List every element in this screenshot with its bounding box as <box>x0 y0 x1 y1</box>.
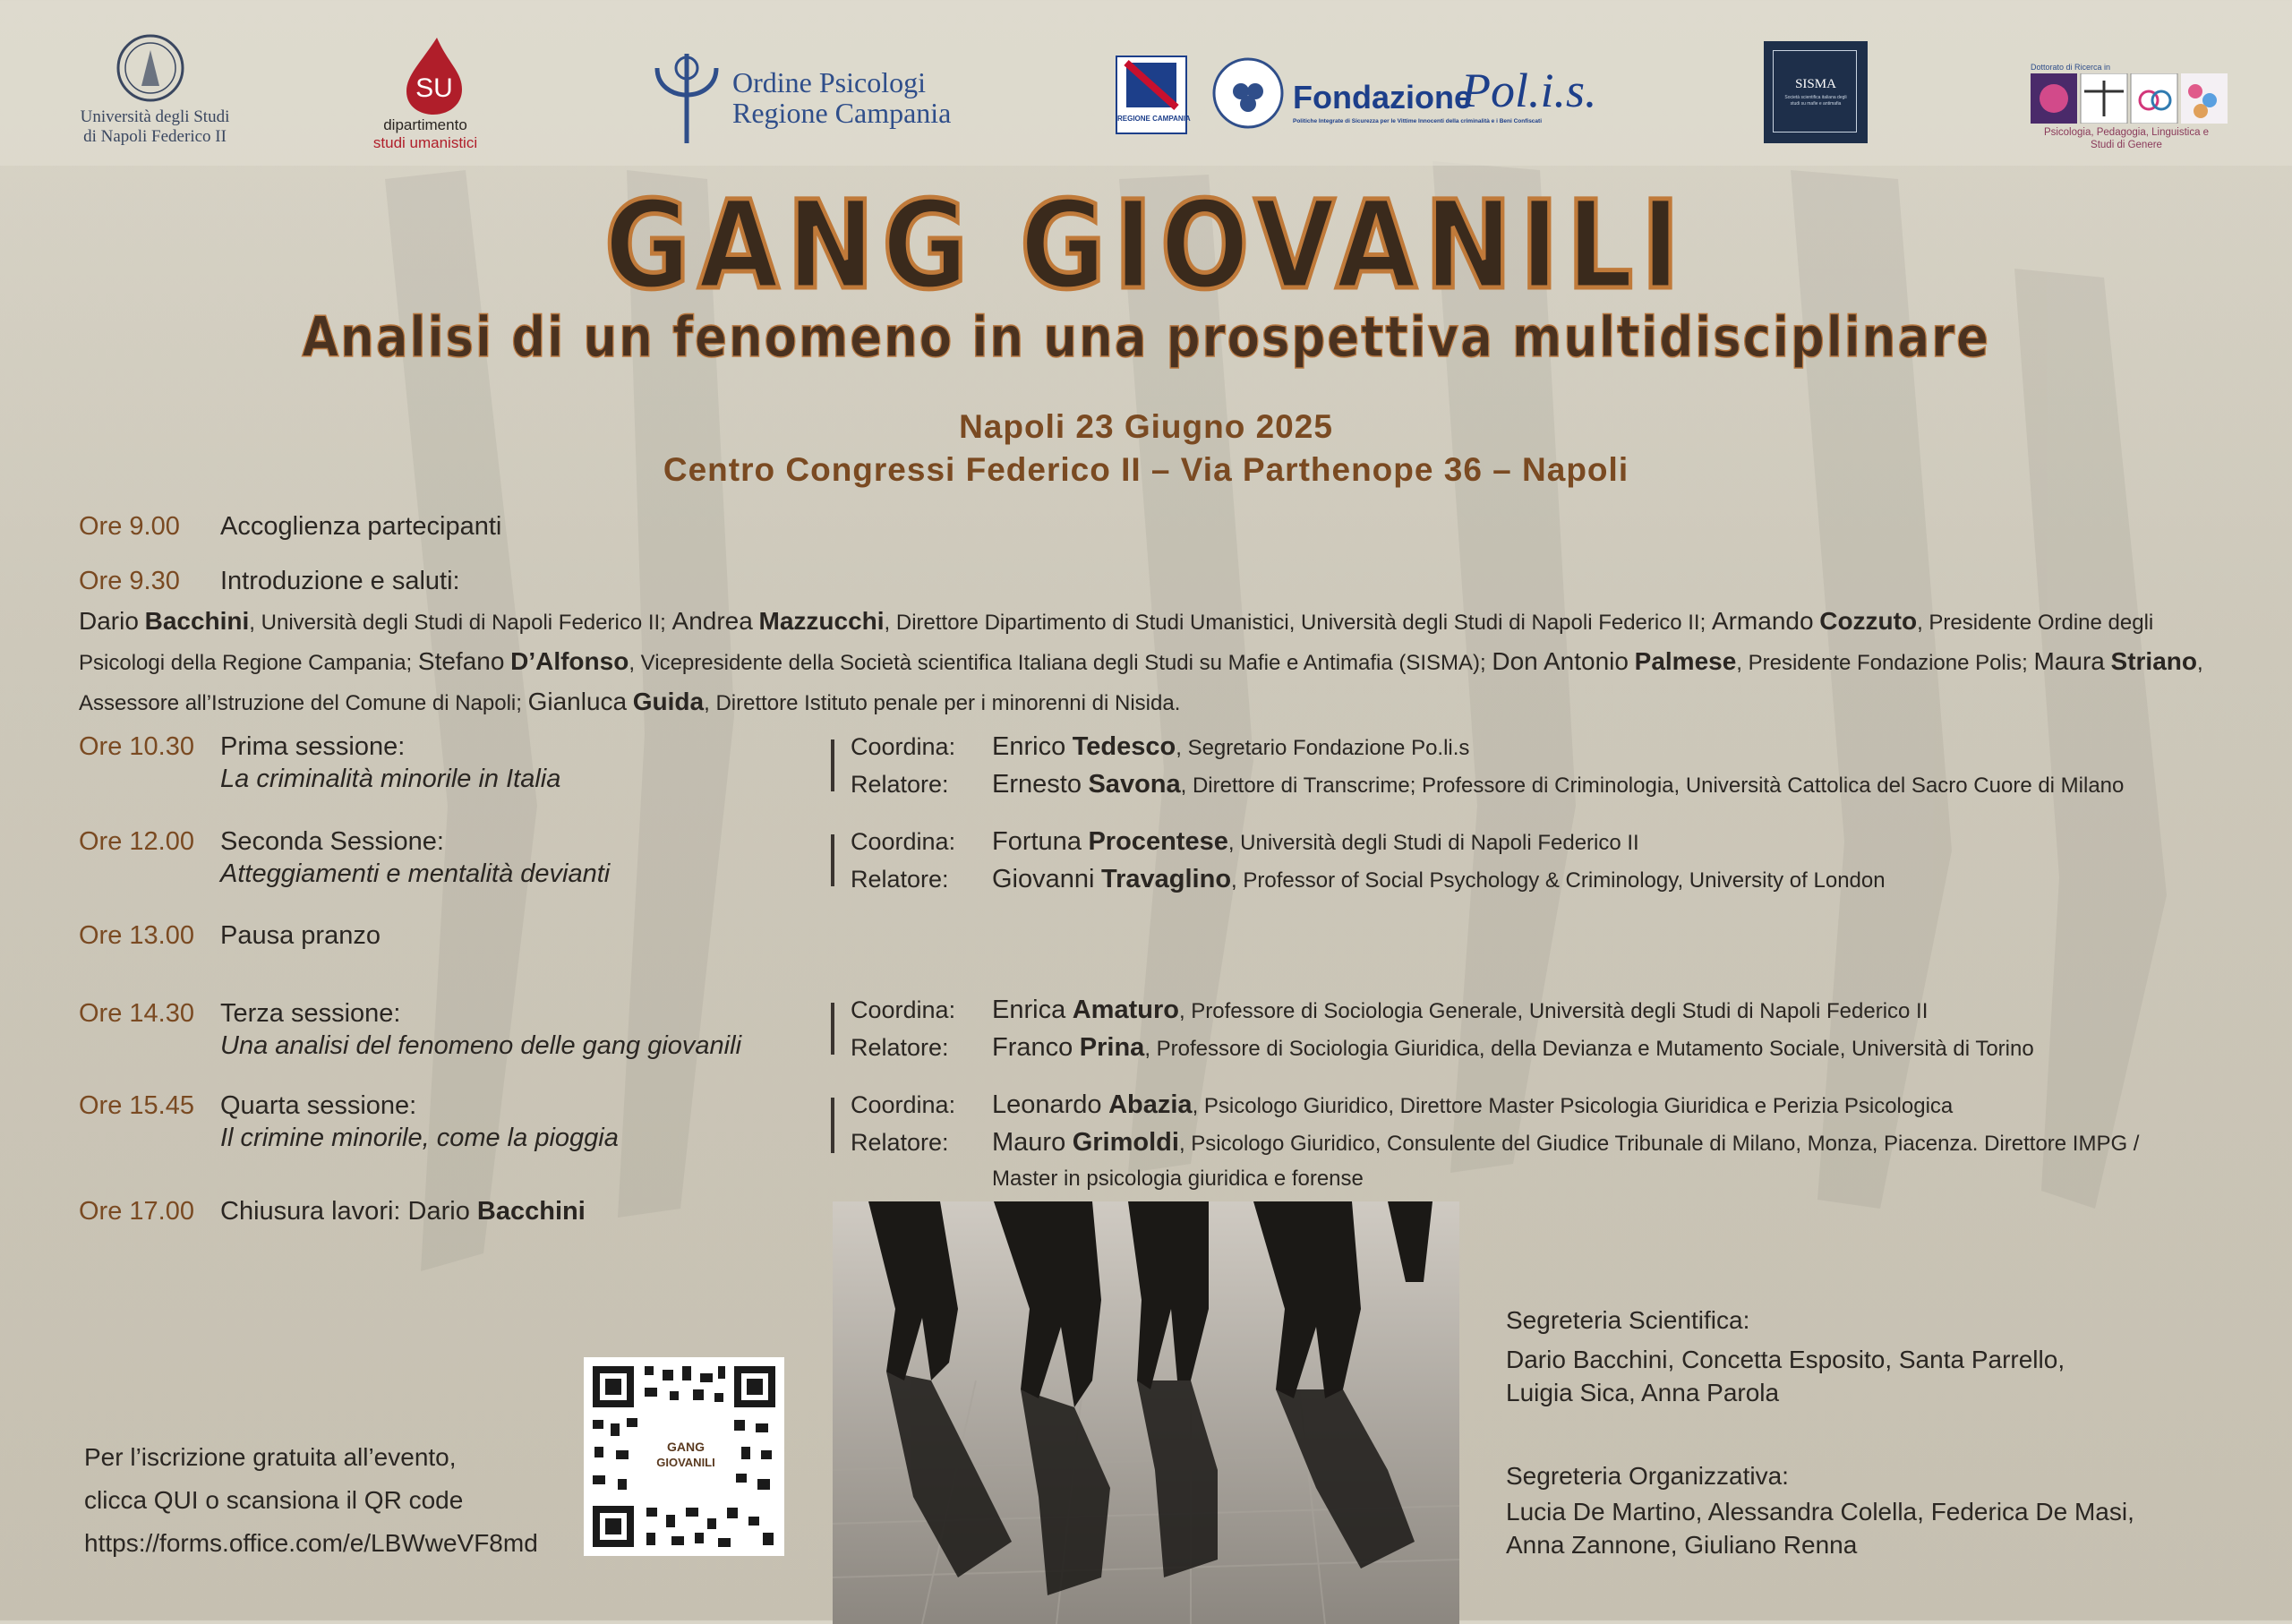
polis-emblem-icon <box>1210 56 1286 131</box>
session-1-name: Prima sessione: <box>220 732 406 761</box>
time-9-00: Ore 9.00 <box>79 512 180 541</box>
intro-speaker: Andrea Mazzucchi, Direttore Dipartimento di Studi Umanistici, Università degli Studi di Napoli Federico II; <box>671 607 1706 635</box>
event-subtitle: Analisi di un fenomeno in una prospettiva multidisciplinare <box>302 304 1990 370</box>
event-date: Napoli 23 Giugno 2025 <box>959 408 1333 445</box>
unina-logo <box>79 34 231 150</box>
event-venue: Centro Congressi Federico II – Via Parthenope 36 – Napoli <box>663 451 1629 488</box>
dsu-abbr: SU <box>415 73 453 103</box>
intro-speaker: Armando Cozzuto, Presidente Ordine degli Psicologi della Regione Campania; <box>79 607 2154 675</box>
intro-speaker: Dario Bacchini, Università degli Studi di Napoli Federico II; <box>79 607 666 635</box>
session-1-divider <box>831 739 834 791</box>
session-4-speaker-cont: Master in psicologia giuridica e forense <box>992 1167 1364 1191</box>
silhouettes-photo <box>833 1201 1459 1624</box>
unina-line2: di Napoli Federico II <box>83 127 227 146</box>
dsu-line1: dipartimento <box>383 116 467 133</box>
session-3-coordinator: Coordina: Enrica Amaturo, Professore di Sociologia Generale, Università degli Studi di Napoli Federico II <box>851 996 1929 1024</box>
event-title: GANG GIOVANILI <box>604 175 1688 317</box>
time-12-00: Ore 12.00 <box>79 827 194 856</box>
fondazione-polis-logo <box>1210 54 1613 134</box>
lunch-label: Pausa pranzo <box>220 921 381 950</box>
dsu-line2: studi umanistici <box>372 134 478 151</box>
ordine-line2: Regione Campania <box>732 97 952 129</box>
regione-campania-logo <box>1116 56 1191 134</box>
sci-secretariat-line1: Dario Bacchini, Concetta Esposito, Santa Parrello, <box>1506 1346 2065 1373</box>
polis-tagline: Politiche Integrate di Sicurezza per le Vittime Innocenti della criminalità e i Beni Confiscati <box>1293 118 1543 124</box>
regione-label: REGIONE CAMPANIA <box>1117 115 1191 123</box>
intro-label: Introduzione e saluti: <box>220 567 460 595</box>
time-14-30: Ore 14.30 <box>79 999 194 1028</box>
regione-shield-icon <box>1117 59 1185 113</box>
org-secretariat-title: Segreteria Organizzativa: <box>1506 1462 1789 1490</box>
session-2-name: Seconda Sessione: <box>220 827 444 856</box>
session-3-speaker: Relatore: Franco Prina, Professore di Sociologia Giuridica, della Devianza e Mutamento Sociale, Università di Torino <box>851 1033 2034 1062</box>
ordine-line1: Ordine Psicologi <box>732 66 926 98</box>
psi-icon <box>646 50 727 145</box>
dottorato-top: Dottorato di Ricerca in <box>2031 63 2111 72</box>
sisma-desc: Società scientifica italiana degli studi su mafie e antimafia <box>1784 95 1847 107</box>
time-9-30: Ore 9.30 <box>79 567 180 595</box>
intro-speaker: Don Antonio Palmese, Presidente Fondazione Polis; <box>1492 647 2028 675</box>
session-2-divider <box>831 834 834 886</box>
registration-link-text[interactable]: clicca QUI o scansiona il QR code <box>84 1486 464 1514</box>
session-4-divider <box>831 1098 834 1153</box>
time-17-00: Ore 17.00 <box>79 1197 194 1226</box>
qr-center-line2: GIOVANILI <box>656 1456 715 1469</box>
dottorato-line2: Studi di Genere <box>2091 140 2162 150</box>
sisma-name: SISMA <box>1795 77 1836 91</box>
session-2-topic: Atteggiamenti e mentalità devianti <box>220 859 611 888</box>
registration-line-1: Per l’iscrizione gratuita all’evento, <box>84 1443 457 1471</box>
session-4-speaker: Relatore: Mauro Grimoldi, Psicologo Giuridico, Consulente del Giudice Tribunale di Milano, Monza, Piacenza. Direttore IMPG / <box>851 1128 2140 1157</box>
sci-secretariat-title: Segreteria Scientifica: <box>1506 1306 1750 1334</box>
session-1-coordinator: Coordina: Enrico Tedesco, Segretario Fondazione Po.li.s <box>851 732 1470 761</box>
intro-speaker: Stefano D’Alfonso, Vicepresidente della Società scientifica Italiana degli Studi su Mafie e Antimafia (SISMA); <box>417 647 1486 675</box>
session-4-name: Quarta sessione: <box>220 1091 417 1120</box>
time-15-45: Ore 15.45 <box>79 1091 194 1120</box>
polis-name: Pol.i.s. <box>1461 64 1597 117</box>
session-2-coordinator: Coordina: Fortuna Procentese, Università degli Studi di Napoli Federico II <box>851 827 1639 856</box>
welcome-label: Accoglienza partecipanti <box>220 512 502 541</box>
session-3-name: Terza sessione: <box>220 999 401 1028</box>
intro-speaker: Maura Striano, Assessore all’Istruzione del Comune di Napoli; <box>79 647 2203 715</box>
intro-speaker: Gianluca Guida, Direttore Istituto penale per i minorenni di Nisida. <box>527 688 1181 715</box>
unina-seal-icon <box>79 34 231 106</box>
dsu-logo <box>367 36 483 152</box>
sci-secretariat-line2: Luigia Sica, Anna Parola <box>1506 1379 1780 1406</box>
unina-line1: Università degli Studi <box>80 107 230 126</box>
time-13-00: Ore 13.00 <box>79 921 194 950</box>
dottorato-logo <box>2027 36 2226 154</box>
session-4-topic: Il crimine minorile, come la pioggia <box>220 1124 619 1152</box>
registration-url[interactable]: https://forms.office.com/e/LBWweVF8md <box>84 1529 538 1557</box>
session-3-topic: Una analisi del fenomeno delle gang giovanili <box>220 1031 742 1060</box>
session-1-speaker: Relatore: Ernesto Savona, Direttore di Transcrime; Professore di Criminologia, Università Cattolica del Sacro Cuore di Milano <box>851 770 2125 799</box>
time-10-30: Ore 10.30 <box>79 732 194 761</box>
polis-word: Fondazione <box>1293 79 1472 115</box>
closing-label: Chiusura lavori: Dario Bacchini <box>220 1197 586 1226</box>
dottorato-images-icon <box>2031 73 2228 124</box>
session-1-topic: La criminalità minorile in Italia <box>220 765 561 793</box>
ordine-psicologi-logo <box>646 50 951 149</box>
org-secretariat-line1: Lucia De Martino, Alessandra Colella, Federica De Masi, <box>1506 1498 2134 1526</box>
intro-speakers <box>79 602 2228 722</box>
session-3-divider <box>831 1003 834 1055</box>
org-secretariat-line2: Anna Zannone, Giuliano Renna <box>1506 1531 1858 1559</box>
sisma-logo <box>1764 41 1868 143</box>
registration-qr-code[interactable] <box>584 1357 784 1556</box>
dottorato-line1: Psicologia, Pedagogia, Linguistica e <box>2043 127 2210 138</box>
session-2-speaker: Relatore: Giovanni Travaglino, Professor of Social Psychology & Criminology, University of London <box>851 865 1886 893</box>
qr-center-line1: GANG <box>667 1440 705 1454</box>
session-4-coordinator: Coordina: Leonardo Abazia, Psicologo Giuridico, Direttore Master Psicologia Giuridica e Perizia Psicologica <box>851 1090 1954 1119</box>
